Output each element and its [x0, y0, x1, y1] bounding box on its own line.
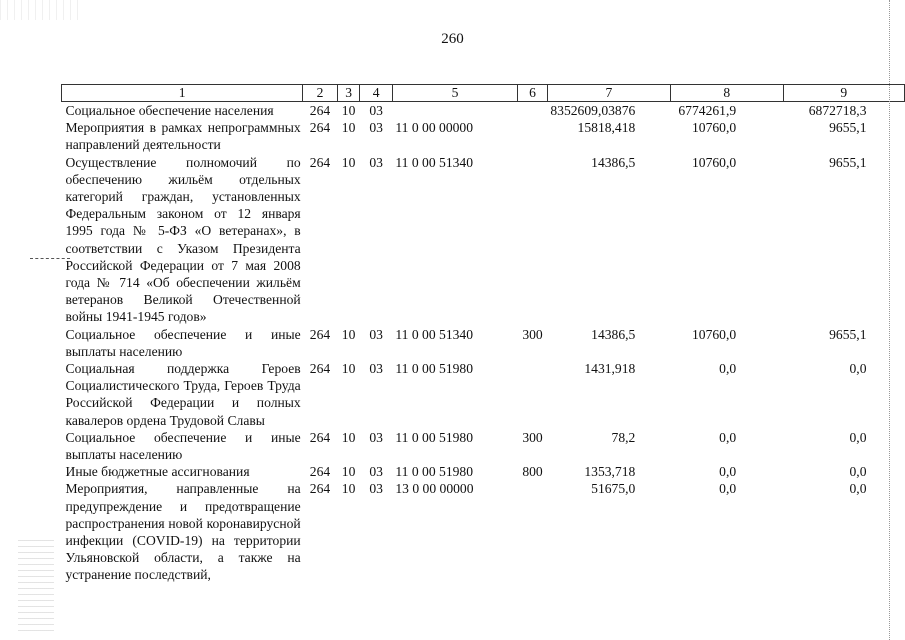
- table-row: [62, 119, 905, 153]
- cell-c5: 11 0 00 51340: [395, 326, 474, 342]
- cell-c7: 14386,5: [591, 154, 636, 170]
- cell-c9: 0,0: [849, 481, 867, 497]
- scan-speckle-top: [0, 0, 80, 20]
- cell-c2: 264: [309, 154, 331, 170]
- row-name: Социальная поддержка Героев Социалистического Труда, Героев Труда Российской Федерации и полных кавалеров ордена Трудовой Славы: [65, 361, 301, 428]
- cell-c4: 03: [369, 481, 383, 497]
- row-name: Социальное обеспечение населения: [65, 103, 274, 118]
- cell-c3: 10: [341, 361, 356, 377]
- cell-c8: 10760,0: [691, 326, 737, 342]
- cell-c2: 264: [309, 464, 331, 480]
- cell-c8: 10760,0: [691, 154, 737, 170]
- row-name: Мероприятия в рамках непрограммных направлений деятельности: [65, 120, 301, 153]
- table-header-row: [62, 85, 905, 102]
- column-header: 9: [783, 85, 904, 102]
- cell-c9: 9655,1: [829, 154, 867, 170]
- cell-c4: 03: [369, 429, 383, 445]
- row-name: Мероприятия, направленные на предупреждение и предотвращение распространения новой коронавирусной инфекции (COVID-19) на территории Ульяновской области, а также на устранение последствий,: [65, 481, 301, 583]
- cell-c2: 264: [309, 120, 331, 136]
- cell-c9: 0,0: [849, 361, 867, 377]
- cell-c9: 9655,1: [829, 120, 867, 136]
- row-name: Социальное обеспечение и иные выплаты населению: [65, 429, 301, 463]
- cell-c2: 264: [309, 361, 331, 377]
- cell-c5: 11 0 00 51340: [395, 154, 474, 170]
- cell-c9: 0,0: [849, 429, 867, 445]
- cell-c5: 11 0 00 00000: [395, 120, 474, 136]
- cell-c2: 264: [309, 481, 331, 497]
- cell-c9: 6872718,3: [808, 103, 867, 118]
- cell-c4: 03: [369, 120, 383, 136]
- cell-c3: 10: [341, 464, 356, 480]
- cell-c4: 03: [369, 326, 383, 342]
- cell-c3: 10: [341, 154, 356, 170]
- budget-table: [61, 84, 905, 584]
- cell-c6: [518, 480, 548, 583]
- cell-c7: 1431,918: [584, 361, 636, 377]
- column-header: 8: [670, 85, 783, 102]
- cell-c2: 264: [309, 103, 331, 118]
- column-header: 2: [303, 85, 338, 102]
- cell-c3: 10: [341, 326, 356, 342]
- cell-c6: 300: [522, 326, 543, 342]
- cell-c8: 0,0: [719, 464, 737, 480]
- cell-c3: 10: [341, 120, 356, 136]
- cell-c7: 1353,718: [584, 464, 636, 480]
- cell-c6: [518, 360, 548, 429]
- table-row: [62, 102, 905, 120]
- column-header: 4: [360, 85, 392, 102]
- table-row: [62, 360, 905, 429]
- row-name: Иные бюджетные ассигнования: [65, 464, 250, 480]
- cell-c6: [518, 154, 548, 326]
- column-header: 5: [392, 85, 517, 102]
- cell-c2: 264: [309, 326, 331, 342]
- cell-c5: [392, 102, 517, 120]
- cell-c2: 264: [309, 429, 331, 445]
- cell-c4: 03: [369, 464, 383, 480]
- cell-c6: 300: [522, 429, 543, 445]
- cell-c5: 13 0 00 00000: [395, 481, 474, 497]
- cell-c5: 11 0 00 51980: [395, 464, 474, 480]
- column-header: 7: [547, 85, 670, 102]
- scan-speckle-left: [18, 540, 54, 635]
- cell-c4: 03: [369, 361, 383, 377]
- cell-c8: 10760,0: [691, 120, 737, 136]
- cell-c8: 0,0: [719, 361, 737, 377]
- cell-c7: 78,2: [611, 429, 636, 445]
- cell-c3: 10: [341, 429, 356, 445]
- table-row: [62, 429, 905, 463]
- cell-c6: 800: [522, 464, 543, 480]
- cell-c3: 10: [341, 103, 356, 118]
- cell-c4: 03: [369, 154, 383, 170]
- table-row: [62, 480, 905, 583]
- cell-c8: 0,0: [719, 429, 737, 445]
- scan-dash-line: [30, 258, 70, 260]
- row-name: Социальное обеспечение и иные выплаты населению: [65, 326, 301, 359]
- table-row: [62, 326, 905, 360]
- cell-c9: 0,0: [849, 464, 867, 480]
- page-number: 260: [441, 31, 464, 47]
- cell-c7: 15818,418: [577, 120, 636, 136]
- column-header: 6: [518, 85, 548, 102]
- column-header: 1: [62, 85, 303, 102]
- cell-c7: 14386,5: [591, 326, 636, 342]
- table-row: [62, 463, 905, 480]
- cell-c8: 6774261,9: [678, 103, 737, 118]
- scan-right-edge: [889, 0, 891, 640]
- cell-c3: 10: [341, 481, 356, 497]
- table-row: [62, 154, 905, 326]
- cell-c7: 8352609,03876: [550, 103, 636, 118]
- row-name: Осуществление полномочий по обеспечению жильём отдельных категорий граждан, установленных Федеральным законом от 12 января 1995 года № 5-ФЗ «О ветеранах», в соответствии с Указом Президента Российской Федерации от 7 мая 2008 года № 714 «Об обеспечении жильём ветеранов Великой Отечественной войны 1941-1945 годов»: [65, 154, 301, 325]
- column-header: 3: [337, 85, 360, 102]
- cell-c8: 0,0: [719, 481, 737, 497]
- cell-c5: 11 0 00 51980: [395, 361, 474, 377]
- cell-c4: 03: [369, 103, 383, 118]
- cell-c9: 9655,1: [829, 326, 867, 342]
- cell-c6: [518, 119, 548, 153]
- cell-c5: 11 0 00 51980: [395, 429, 474, 445]
- cell-c7: 51675,0: [591, 481, 636, 497]
- cell-c6: [518, 102, 548, 120]
